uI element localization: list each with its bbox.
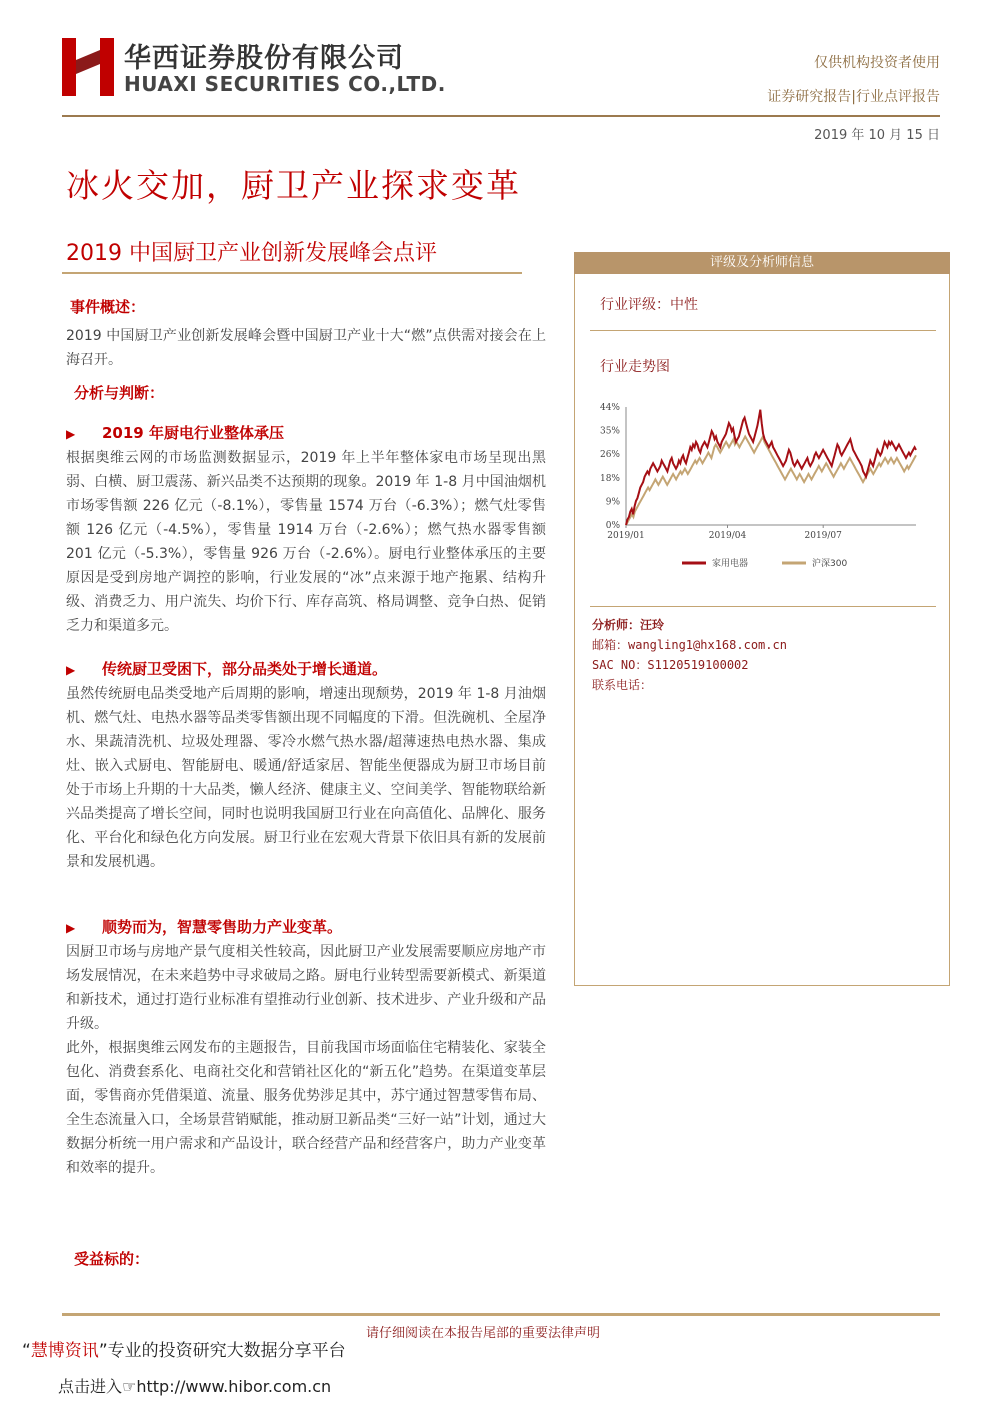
event-text: 2019 中国厨卫产业创新发展峰会暨中国厨卫产业十大“燃”点供需对接会在上海召开。 [66,328,546,368]
promo-banner: “慧博资讯”专业的投资研究大数据分享平台 [22,1341,346,1361]
y-tick-label: 44% [599,403,620,413]
sidebar-header: 评级及分析师信息 [574,252,950,274]
series-line [626,437,916,526]
point-1-title: ▶ 2019 年厨电行业整体承压 [66,424,284,442]
event-heading: 事件概述： [70,298,146,316]
footer-divider [62,1313,940,1316]
y-tick-label: 9% [605,497,620,508]
sidebar-divider [590,606,936,607]
legend-label: 家用电器 [712,559,749,569]
point-1-text: 根据奥维云网的市场监测数据显示，2019 年上半年整体家电市场呈现出黑弱、白横、厨卫震荡、新兴品类不达预期的现象。2019 年 1-8 月中国油烟机市场零售额 226 亿元（-8.1%），零售量 1574 万台（-6.3%）；燃气灶零售额 126 亿元（-4.5%），零售量 1914 万台（-2.6%）；燃气热水器零售额 201 亿元（-5.3%），零售量 926 万台（-2.6%）。厨电行业整体承压的主要原因是受到房地产调控的影响，行业发展的“冰”点来源于地产拖累、结构升级、消费乏力、用户流失、均价下行、库存高筑、格局调整、竞争白热、促销乏力和渠道多元。 [66,450,546,634]
y-tick-label: 35% [599,426,620,437]
industry-rating: 行业评级：中性 [600,297,698,313]
x-tick-label: 2019/04 [708,531,747,541]
analyst-phone: 联系电话： [592,678,653,692]
sidebar-divider [590,330,936,331]
subtitle-underline [62,272,522,274]
beneficiary-heading: 受益标的： [74,1250,150,1268]
report-title: 冰火交加，厨卫产业探求变革 [66,166,521,205]
point-3-title: ▶ 顺势而为，智慧零售助力产业变革。 [66,918,343,936]
y-tick-label: 26% [599,450,620,461]
chart-title: 行业走势图 [600,359,670,375]
company-name-en: HUAXI SECURITIES CO.,LTD. [124,72,446,96]
analysis-heading: 分析与判断： [74,384,165,402]
point-2-title: ▶ 传统厨卫受困下，部分品类处于增长通道。 [66,660,388,678]
legend-label: 沪深300 [812,559,848,569]
header-divider [62,115,940,117]
analyst-email: 邮箱：wangling1@hx168.com.cn [592,638,787,652]
x-tick-label: 2019/01 [607,531,645,541]
bullet-arrow-icon: ▶ [66,921,76,935]
audience-note: 仅供机构投资者使用 [814,55,940,71]
promo-link[interactable]: 点击进入☞http://www.hibor.com.cn [58,1377,332,1396]
legal-note: 请仔细阅读在本报告尾部的重要法律声明 [366,1326,601,1341]
point-2-text: 虽然传统厨电品类受地产后周期的影响，增速出现颓势，2019 年 1-8 月油烟机、燃气灶、电热水器等品类零售额出现不同幅度的下滑。但洗碗机、全屋净水、果蔬清洗机、垃圾处理器、零冷水燃气热水器/超薄速热电热水器、集成灶、嵌入式厨电、智能厨电、暖通/舒适家居、智能坐便器成为厨卫市场目前处于市场上升期的十大品类，懒人经济、健康主义、空间美学、智能物联给新兴品类提高了增长空间，同时也说明我国厨卫行业在向高值化、品牌化、服务化、平台化和绿色化方向发展。厨卫行业在宏观大背景下依旧具有新的发展前景和发展机遇。 [66,686,546,870]
industry-trend-chart [590,395,930,580]
analyst-sac: SAC NO：S1120519100002 [592,658,749,672]
cursor-hand-icon: ☞ [122,1377,137,1396]
point-3-text-2: 此外，根据奥维云网发布的主题报告，目前我国市场面临住宅精装化、家装全包化、消费套系化、电商社交化和营销社区化的“新五化”趋势。在渠道变革层面，零售商亦凭借渠道、流量、服务优势涉足其中，苏宁通过智慧零售布局、全生态流量入口，全场景营销赋能，推动厨卫新品类“三好一站”计划，通过大数据分析统一用户需求和产品设计，联合经营产品和经营客户，助力产业变革和效率的提升。 [66,1040,546,1176]
company-name-cn: 华西证券股份有限公司 [124,43,404,74]
bullet-arrow-icon: ▶ [66,427,76,441]
bullet-arrow-icon: ▶ [66,663,76,677]
analyst-name: 分析师：汪玲 [592,618,665,632]
company-logo [62,38,114,96]
y-tick-label: 0% [605,521,620,531]
series-line [626,410,916,525]
report-date: 2019 年 10 月 15 日 [814,128,940,143]
promo-brand: 慧博资讯 [30,1341,99,1361]
report-subtitle: 2019 中国厨卫产业创新发展峰会点评 [66,241,437,266]
x-tick-label: 2019/07 [804,531,842,541]
report-type: 证券研究报告|行业点评报告 [767,89,940,105]
y-tick-label: 18% [599,473,620,484]
point-3-text: 因厨卫市场与房地产景气度相关性较高，因此厨卫产业发展需要顺应房地产市场发展情况，在未来趋势中寻求破局之路。厨电行业转型需要新模式、新渠道和新技术，通过打造行业标准有望推动行业创新、技术进步、产业升级和产品升级。 [66,944,546,1032]
